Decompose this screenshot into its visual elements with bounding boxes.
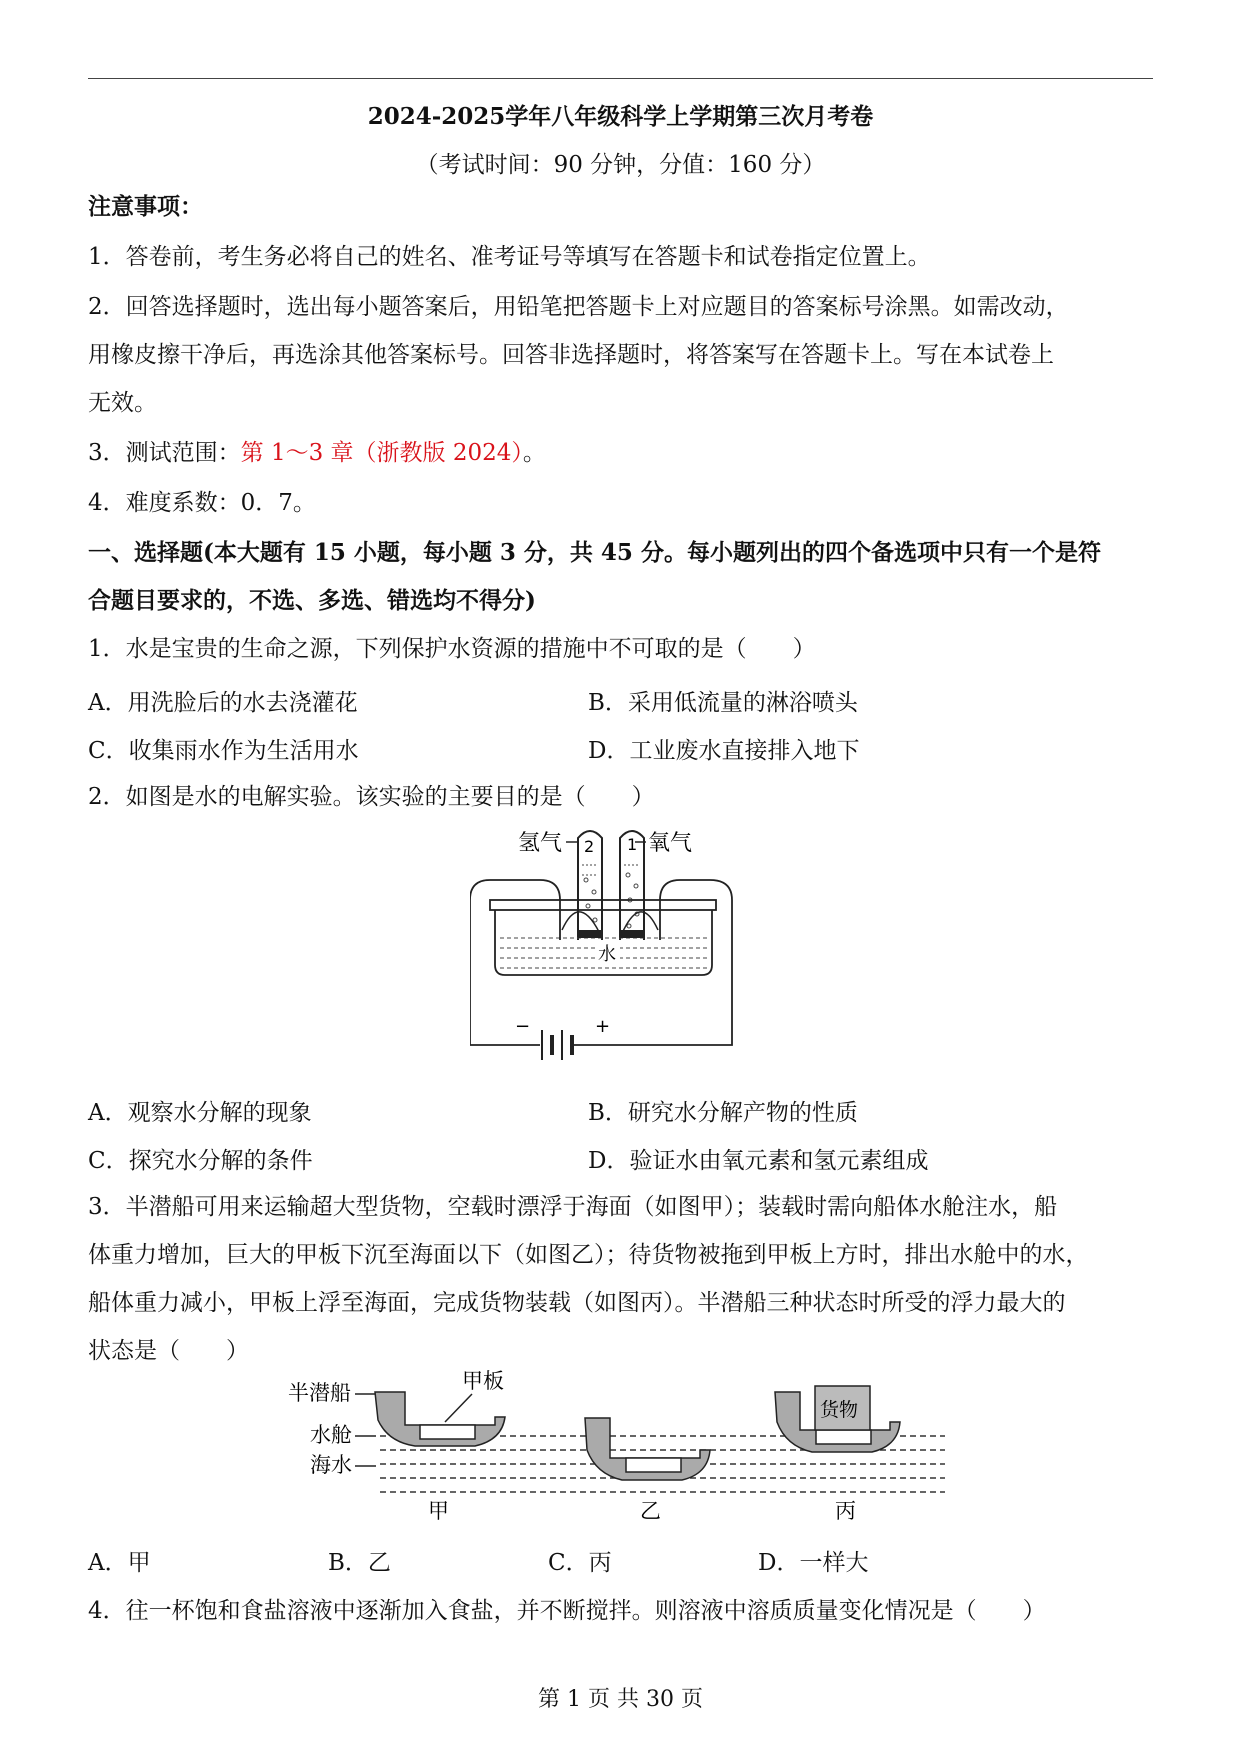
note-3-prefix: 3．测试范围：	[88, 440, 241, 466]
minus-sign: −	[515, 1016, 531, 1037]
section1-heading-line-1: 一、选择题(本大题有 15 小题，每小题 3 分，共 45 分。每小题列出的四个备选项中只有一个是符	[88, 539, 1101, 566]
note-3-suffix: 。	[522, 440, 546, 466]
deck-label: 甲板	[462, 1370, 504, 1393]
q2-stem: 2．如图是水的电解实验。该实验的主要目的是（ ）	[88, 784, 655, 810]
q2-option-a: A．观察水分解的现象	[88, 1100, 312, 1126]
ship-label: 半潜船	[288, 1381, 351, 1405]
header-rule	[88, 78, 1153, 79]
q3-stem-line-1: 3．半潜船可用来运输超大型货物，空载时漂浮于海面（如图甲）；装载时需向船体水舱注水，船	[88, 1194, 1058, 1220]
caption-jia: 甲	[428, 1499, 449, 1523]
note-2-line-1: 2．回答选择题时，选出每小题答案后，用铅笔把答题卡上对应题目的答案标号涂黑。如需改动，	[88, 294, 1069, 320]
q1-option-a: A．用洗脸后的水去浇灌花	[88, 690, 358, 716]
q2-option-d: D．验证水由氧元素和氢元素组成	[588, 1148, 929, 1174]
note-2-line-3: 无效。	[88, 390, 157, 416]
note-4: 4．难度系数：0．7。	[88, 490, 316, 516]
section1-heading-line-2: 合题目要求的，不选、多选、错选均不得分)	[88, 587, 536, 614]
q2-option-b: B．研究水分解产物的性质	[588, 1100, 858, 1126]
q1-stem: 1．水是宝贵的生命之源，下列保护水资源的措施中不可取的是（ ）	[88, 636, 816, 662]
semi-submersible-figure	[280, 1370, 970, 1530]
q3-option-b: B．乙	[328, 1550, 391, 1576]
page-footer: 第 1 页 共 30 页	[538, 1687, 703, 1712]
water-label: 水	[598, 944, 616, 965]
cargo-label: 货物	[820, 1399, 859, 1421]
exam-subtitle: （考试时间：90 分钟，分值：160 分）	[415, 152, 826, 178]
q3-option-a: A．甲	[88, 1550, 151, 1576]
q4-stem: 4．往一杯饱和食盐溶液中逐渐加入食盐，并不断搅拌。则溶液中溶质质量变化情况是（ ）	[88, 1598, 1046, 1624]
q3-stem-line-2: 体重力增加，巨大的甲板下沉至海面以下（如图乙）；待货物被拖到甲板上方时，排出水舱中的水，	[88, 1242, 1089, 1268]
tube-1-label: 1	[627, 835, 638, 854]
plus-sign: +	[595, 1016, 611, 1037]
sea-label: 海水	[310, 1453, 352, 1477]
q3-stem-line-3: 船体重力减小，甲板上浮至海面，完成货物装载（如图丙）。半潜船三种状态时所受的浮力最大的	[88, 1290, 1066, 1316]
electrolysis-figure	[470, 820, 740, 1080]
notes-heading: 注意事项：	[88, 193, 203, 220]
q2-option-c: C．探究水分解的条件	[88, 1148, 313, 1174]
q1-option-b: B．采用低流量的淋浴喷头	[588, 690, 858, 716]
oxygen-label: 氧气	[648, 831, 693, 856]
note-1: 1．答卷前，考生务必将自己的姓名、准考证号等填写在答题卡和试卷指定位置上。	[88, 244, 931, 270]
q3-stem-line-4: 状态是（ ）	[88, 1338, 249, 1364]
tank-label: 水舱	[310, 1423, 352, 1447]
note-3	[88, 436, 546, 470]
ship-yi-tank	[626, 1458, 681, 1472]
note-2-line-2: 用橡皮擦干净后，再选涂其他答案标号。回答非选择题时，将答案写在答题卡上。写在本试卷上	[88, 342, 1054, 368]
exam-title: 2024-2025学年八年级科学上学期第三次月考卷	[367, 103, 874, 130]
caption-yi: 乙	[640, 1499, 661, 1523]
tube-2-label: 2	[584, 837, 595, 856]
ship-jia-tank	[420, 1425, 475, 1439]
caption-bing: 丙	[835, 1499, 856, 1523]
q1-option-d: D．工业废水直接排入地下	[588, 738, 860, 764]
test-range: 第 1～3 章（浙教版 2024）	[240, 440, 523, 466]
hydrogen-label: 氢气	[518, 831, 563, 856]
q3-option-c: C．丙	[548, 1550, 612, 1576]
q1-option-c: C．收集雨水作为生活用水	[88, 738, 359, 764]
q3-option-d: D．一样大	[758, 1550, 869, 1576]
ship-bing-tank	[816, 1430, 871, 1444]
